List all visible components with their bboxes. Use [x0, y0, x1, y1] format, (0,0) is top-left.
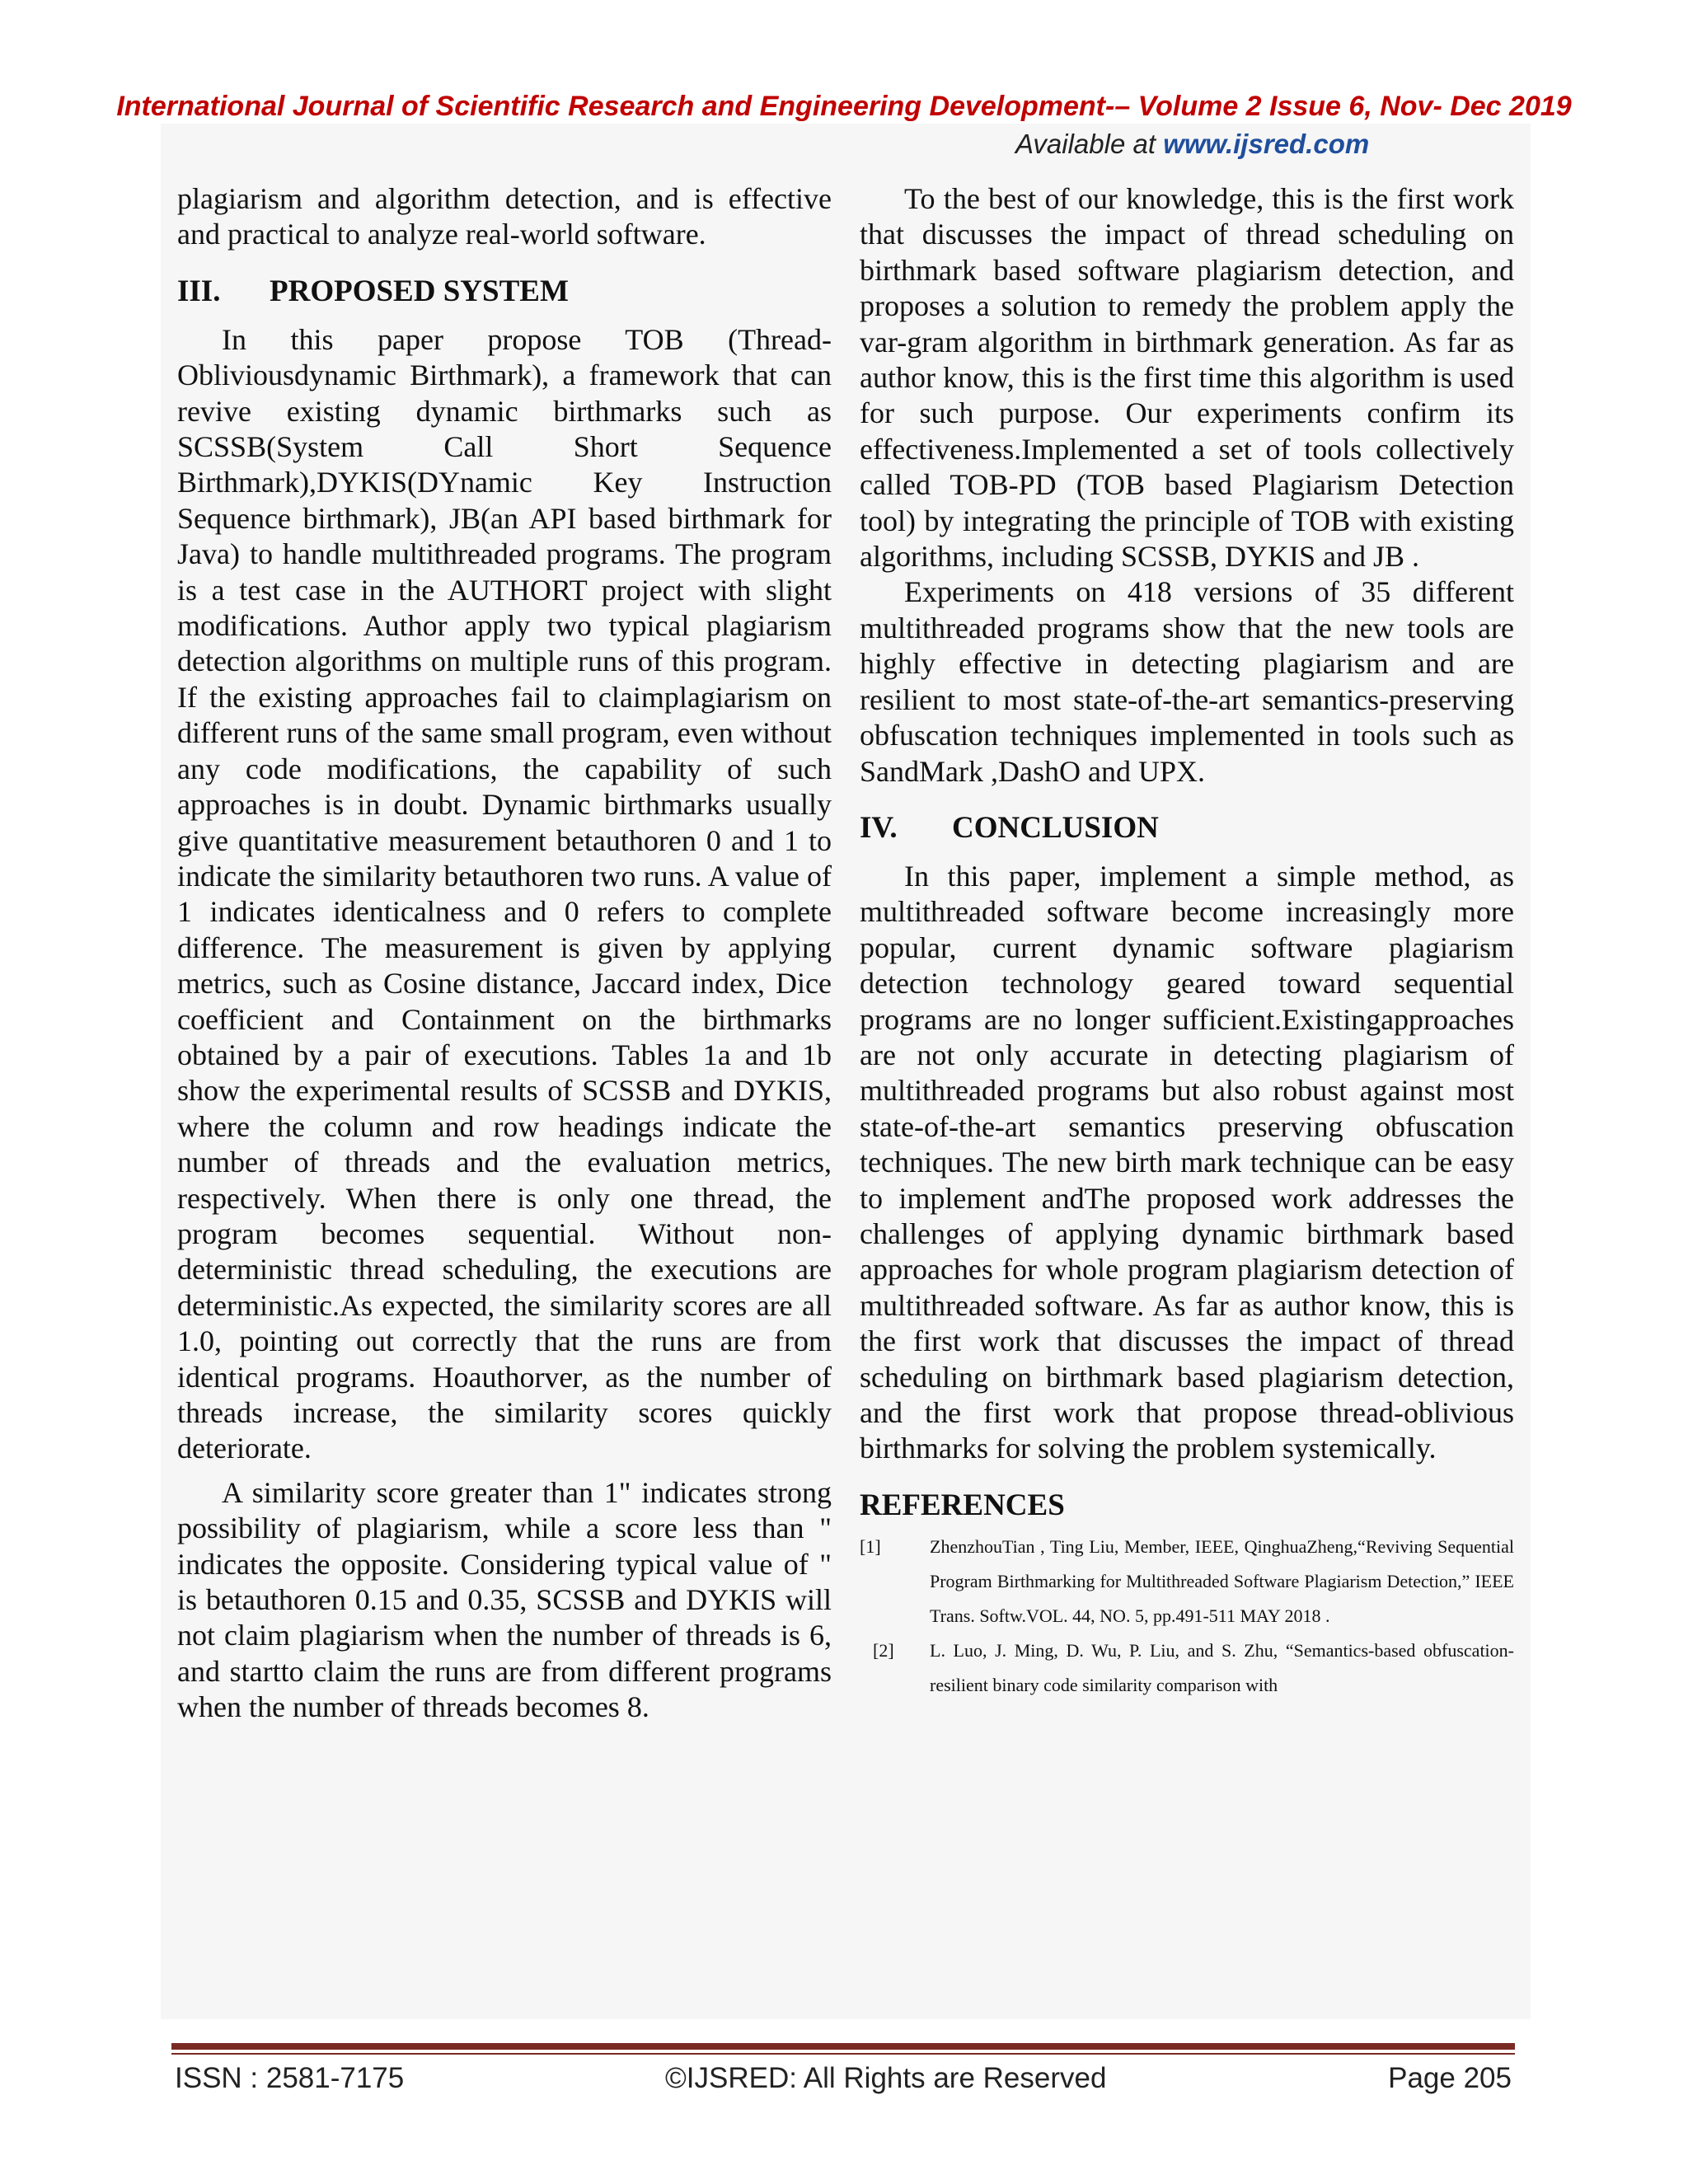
references-heading: REFERENCES [860, 1488, 1065, 1522]
left-column [177, 181, 832, 1726]
reference-text: ZhenzhouTian , Ting Liu, Member, IEEE, QinghuaZheng,“Reviving Sequential Program Birthmarking for Multithreaded Software Plagiarism Detection,” IEEE Trans. Softw.VOL. 44, NO. 5, pp.491-511 MAY 2018 . [930, 1535, 1514, 1626]
section-title: PROPOSED SYSTEM [270, 274, 569, 308]
journal-title: International Journal of Scientific Research and Engineering Development-– Volume 2 Issue 6, Nov- Dec 2019 [116, 91, 1572, 122]
section-number: IV. [860, 810, 898, 845]
footer-copyright: ©IJSRED: All Rights are Reserved [665, 2062, 1107, 2094]
journal-url-link[interactable]: www.ijsred.com [1163, 129, 1370, 159]
intro-paragraph: plagiarism and algorithm detection, and is effective and practical to analyze real-world software. [177, 182, 832, 251]
body-paragraph: A similarity score greater than 1" indicates strong possibility of plagiarism, while a score less than " indicates the opposite. Considering typical value of " is betauthoren 0.15 and 0.35, SCSSB and DYKIS will not claim plagiarism when the number of threads is 6, and startto claim the runs are from different programs when the number of threads becomes 8. [177, 1475, 832, 1724]
page-footer [175, 2062, 1512, 2100]
body-paragraph: To the best of our knowledge, this is the first work that discusses the impact of thread scheduling on birthmark based software plagiarism detection, and proposes a solution to remedy the problem apply the var-gram algorithm in birthmark generation. As far as author know, this is the first time this algorithm is used for such purpose. Our experiments confirm its effectiveness.Implemented a set of tools collectively called TOB-PD (TOB based Plagiarism Detection tool) by integrating the principle of TOB with existing algorithms, including SCSSB, DYKIS and JB . [860, 182, 1514, 574]
footer-divider-thin [171, 2053, 1515, 2055]
body-paragraph: In this paper, implement a simple method, as multithreaded software become increasingly more popular, current dynamic software plagiarism detection technology geared toward sequential programs are no longer sufficient.Existingapproaches are not only accurate in detecting plagiarism of multithreaded programs but also robust against most state-of-the-art semantics preserving obfuscation techniques. The new birth mark technique can be easy to implement andThe proposed work addresses the challenges of applying dynamic birthmark based approaches for whole program plagiarism detection of multithreaded software. As far as author know, this is the first work that discusses the impact of thread scheduling on birthmark based plagiarism detection, and the first work that propose thread-oblivious birthmarks for solving the problem systemically. [860, 859, 1514, 1465]
availability-line [1015, 129, 1369, 160]
reference-item [860, 1633, 1514, 1703]
reference-text: L. Luo, J. Ming, D. Wu, P. Liu, and S. Zhu, “Semantics-based obfuscation-resilient binary code similarity comparison with [930, 1639, 1514, 1695]
available-prefix: Available at [1015, 129, 1164, 159]
footer-issn: ISSN : 2581-7175 [175, 2062, 405, 2094]
section-number: III. [177, 274, 221, 308]
section-heading-conclusion [860, 809, 1514, 847]
right-column [860, 181, 1514, 1703]
reference-number: [1] [860, 1535, 881, 1557]
section-title: CONCLUSION [952, 810, 1159, 845]
reference-item [860, 1530, 1514, 1633]
footer-page-number: Page 205 [1388, 2062, 1512, 2094]
body-paragraph: In this paper propose TOB (Thread-Obliviousdynamic Birthmark), a framework that can revive existing dynamic birthmarks such as SCSSB(System Call Short Sequence Birthmark),DYKIS(DYnamic Key Instruction Sequence birthmark), JB(an API based birthmark for Java) to handle multithreaded programs. The program is a test case in the AUTHORT project with slight modifications. Author apply two typical plagiarism detection algorithms on multiple runs of this program. If the existing approaches fail to claimplagiarism on different runs of the same small program, even without any code modifications, the capability of such approaches is in doubt. Dynamic birthmarks usually give quantitative measurement betauthoren 0 and 1 to indicate the similarity betauthoren two runs. A value of 1 indicates identicalness and 0 refers to complete difference. The measurement is given by applying metrics, such as Cosine distance, Jaccard index, Dice coefficient and Containment on the birthmarks obtained by a pair of executions. Tables 1a and 1b show the experimental results of SCSSB and DYKIS, where the column and row headings indicate the number of threads and the evaluation metrics, respectively. When there is only one thread, the program becomes sequential. Without non-deterministic thread scheduling, the executions are deterministic.As expected, the similarity scores are all 1.0, pointing out correctly that the runs are from identical programs. Hoauthorver, as the number of threads increase, the similarity scores quickly deteriorate. [177, 322, 832, 1465]
body-paragraph: Experiments on 418 versions of 35 different multithreaded programs show that the new tools are highly effective in detecting plagiarism and are resilient to most state-of-the-art semantics-preserving obfuscation techniques implemented in tools such as SandMark ,DashO and UPX. [860, 575, 1514, 788]
footer-divider-thick [171, 2043, 1515, 2050]
reference-number: [2] [873, 1639, 894, 1661]
section-heading-proposed-system [177, 273, 832, 311]
